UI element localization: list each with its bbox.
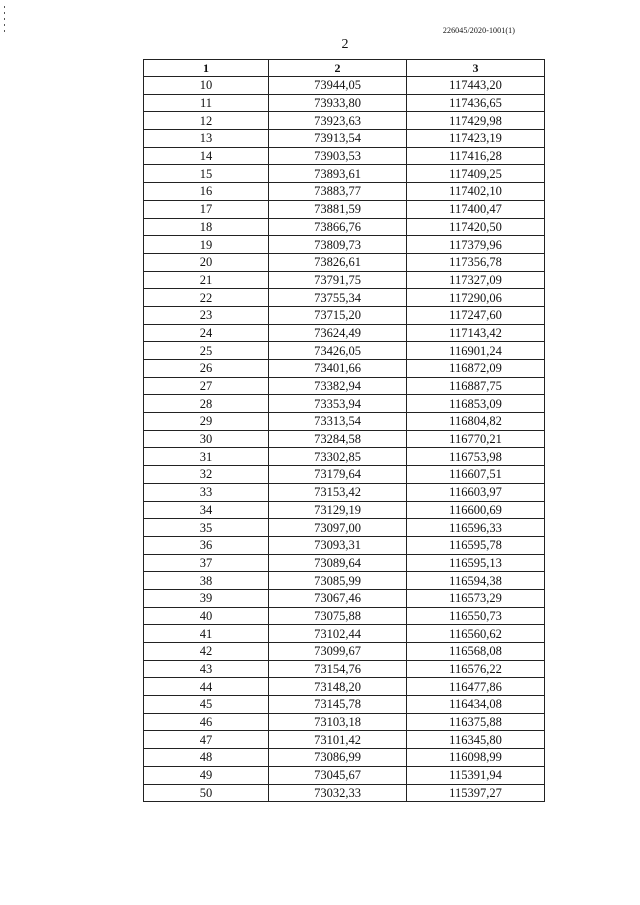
table-cell-col-2: 73715,20 bbox=[269, 306, 407, 324]
table-cell-col-1: 45 bbox=[144, 696, 269, 714]
table-cell-col-2: 73881,59 bbox=[269, 200, 407, 218]
table-cell-col-3: 116550,73 bbox=[407, 607, 545, 625]
table-cell-col-2: 73129,19 bbox=[269, 501, 407, 519]
table-cell-col-3: 117423,19 bbox=[407, 130, 545, 148]
column-header-1: 1 bbox=[144, 60, 269, 77]
table-row bbox=[144, 448, 545, 466]
table-cell-col-1: 24 bbox=[144, 324, 269, 342]
table-row bbox=[144, 589, 545, 607]
table-cell-col-3: 117420,50 bbox=[407, 218, 545, 236]
table-cell-col-3: 116887,75 bbox=[407, 377, 545, 395]
table-cell-col-3: 116375,88 bbox=[407, 713, 545, 731]
table-cell-col-2: 73154,76 bbox=[269, 660, 407, 678]
table-row bbox=[144, 130, 545, 148]
table-cell-col-3: 115397,27 bbox=[407, 784, 545, 802]
table-cell-col-3: 116770,21 bbox=[407, 430, 545, 448]
table-cell-col-1: 40 bbox=[144, 607, 269, 625]
table-cell-col-2: 73313,54 bbox=[269, 413, 407, 431]
table-row bbox=[144, 236, 545, 254]
table-cell-col-3: 116573,29 bbox=[407, 589, 545, 607]
table-cell-col-2: 73933,80 bbox=[269, 94, 407, 112]
table-cell-col-1: 32 bbox=[144, 466, 269, 484]
table-row bbox=[144, 395, 545, 413]
table-cell-col-1: 25 bbox=[144, 342, 269, 360]
table-cell-col-1: 13 bbox=[144, 130, 269, 148]
table-row bbox=[144, 289, 545, 307]
table-cell-col-1: 31 bbox=[144, 448, 269, 466]
table-cell-col-2: 73624,49 bbox=[269, 324, 407, 342]
table-cell-col-2: 73101,42 bbox=[269, 731, 407, 749]
table-cell-col-3: 116098,99 bbox=[407, 749, 545, 767]
table-cell-col-2: 73093,31 bbox=[269, 536, 407, 554]
table-cell-col-1: 30 bbox=[144, 430, 269, 448]
table-cell-col-1: 16 bbox=[144, 183, 269, 201]
table-cell-col-1: 12 bbox=[144, 112, 269, 130]
table-row bbox=[144, 377, 545, 395]
table-row bbox=[144, 218, 545, 236]
table-row bbox=[144, 678, 545, 696]
table-row bbox=[144, 572, 545, 590]
table-cell-col-3: 116872,09 bbox=[407, 360, 545, 378]
table-row bbox=[144, 519, 545, 537]
table-cell-col-3: 116568,08 bbox=[407, 643, 545, 661]
table-row bbox=[144, 625, 545, 643]
table-cell-col-1: 22 bbox=[144, 289, 269, 307]
table-cell-col-2: 73153,42 bbox=[269, 483, 407, 501]
table-cell-col-3: 116804,82 bbox=[407, 413, 545, 431]
table-cell-col-2: 73923,63 bbox=[269, 112, 407, 130]
table-cell-col-2: 73045,67 bbox=[269, 766, 407, 784]
column-header-3: 3 bbox=[407, 60, 545, 77]
coordinates-table bbox=[143, 59, 545, 802]
page-number: 2 bbox=[341, 37, 349, 52]
table-cell-col-3: 117143,42 bbox=[407, 324, 545, 342]
table-cell-col-2: 73382,94 bbox=[269, 377, 407, 395]
table-row bbox=[144, 536, 545, 554]
table-cell-col-2: 73179,64 bbox=[269, 466, 407, 484]
table-cell-col-3: 116607,51 bbox=[407, 466, 545, 484]
table-cell-col-2: 73089,64 bbox=[269, 554, 407, 572]
table-cell-col-1: 49 bbox=[144, 766, 269, 784]
table-cell-col-1: 36 bbox=[144, 536, 269, 554]
table-cell-col-2: 73866,76 bbox=[269, 218, 407, 236]
table-cell-col-3: 116560,62 bbox=[407, 625, 545, 643]
table-row bbox=[144, 165, 545, 183]
table-cell-col-2: 73791,75 bbox=[269, 271, 407, 289]
table-row bbox=[144, 607, 545, 625]
table-cell-col-1: 44 bbox=[144, 678, 269, 696]
table-row bbox=[144, 147, 545, 165]
table-cell-col-1: 39 bbox=[144, 589, 269, 607]
table-cell-col-2: 73302,85 bbox=[269, 448, 407, 466]
table-cell-col-2: 73075,88 bbox=[269, 607, 407, 625]
table-row bbox=[144, 784, 545, 802]
table-cell-col-2: 73086,99 bbox=[269, 749, 407, 767]
table-cell-col-1: 19 bbox=[144, 236, 269, 254]
table-cell-col-2: 73944,05 bbox=[269, 77, 407, 95]
table-cell-col-1: 43 bbox=[144, 660, 269, 678]
table-row bbox=[144, 342, 545, 360]
table-row bbox=[144, 324, 545, 342]
table-row bbox=[144, 183, 545, 201]
table-cell-col-3: 116853,09 bbox=[407, 395, 545, 413]
table-cell-col-1: 21 bbox=[144, 271, 269, 289]
table-cell-col-1: 26 bbox=[144, 360, 269, 378]
table-cell-col-1: 15 bbox=[144, 165, 269, 183]
table-cell-col-3: 116345,80 bbox=[407, 731, 545, 749]
table-cell-col-1: 28 bbox=[144, 395, 269, 413]
table-cell-col-3: 116901,24 bbox=[407, 342, 545, 360]
table-cell-col-1: 11 bbox=[144, 94, 269, 112]
scan-mark bbox=[4, 30, 5, 32]
table-cell-col-2: 73103,18 bbox=[269, 713, 407, 731]
table-cell-col-1: 17 bbox=[144, 200, 269, 218]
table-cell-col-1: 33 bbox=[144, 483, 269, 501]
table-cell-col-2: 73913,54 bbox=[269, 130, 407, 148]
table-cell-col-3: 116595,13 bbox=[407, 554, 545, 572]
table-row bbox=[144, 413, 545, 431]
scan-mark bbox=[4, 18, 5, 20]
table-cell-col-1: 35 bbox=[144, 519, 269, 537]
table-cell-col-3: 116576,22 bbox=[407, 660, 545, 678]
document-id: 226045/2020-1001(1) bbox=[442, 26, 515, 35]
table-cell-col-1: 20 bbox=[144, 253, 269, 271]
table-cell-col-2: 73893,61 bbox=[269, 165, 407, 183]
table-row bbox=[144, 731, 545, 749]
table-cell-col-3: 116477,86 bbox=[407, 678, 545, 696]
table-cell-col-1: 10 bbox=[144, 77, 269, 95]
table-cell-col-3: 115391,94 bbox=[407, 766, 545, 784]
table-cell-col-3: 116434,08 bbox=[407, 696, 545, 714]
table-cell-col-3: 117379,96 bbox=[407, 236, 545, 254]
table-cell-col-3: 117247,60 bbox=[407, 306, 545, 324]
table-row bbox=[144, 94, 545, 112]
table-cell-col-2: 73809,73 bbox=[269, 236, 407, 254]
table-row bbox=[144, 749, 545, 767]
table-cell-col-1: 27 bbox=[144, 377, 269, 395]
table-cell-col-2: 73284,58 bbox=[269, 430, 407, 448]
table-cell-col-3: 117402,10 bbox=[407, 183, 545, 201]
table-cell-col-1: 14 bbox=[144, 147, 269, 165]
table-cell-col-2: 73097,00 bbox=[269, 519, 407, 537]
table-cell-col-2: 73032,33 bbox=[269, 784, 407, 802]
table-row bbox=[144, 766, 545, 784]
table-cell-col-2: 73099,67 bbox=[269, 643, 407, 661]
table-cell-col-1: 48 bbox=[144, 749, 269, 767]
scan-mark bbox=[4, 6, 5, 8]
table-cell-col-3: 116603,97 bbox=[407, 483, 545, 501]
table-cell-col-3: 117409,25 bbox=[407, 165, 545, 183]
table-row bbox=[144, 643, 545, 661]
table-row bbox=[144, 360, 545, 378]
table-cell-col-3: 117429,98 bbox=[407, 112, 545, 130]
table-cell-col-3: 117436,65 bbox=[407, 94, 545, 112]
table-cell-col-3: 117356,78 bbox=[407, 253, 545, 271]
column-header-2: 2 bbox=[269, 60, 407, 77]
table-cell-col-1: 42 bbox=[144, 643, 269, 661]
table-cell-col-2: 73067,46 bbox=[269, 589, 407, 607]
scan-mark bbox=[4, 24, 5, 26]
table-cell-col-1: 46 bbox=[144, 713, 269, 731]
table-cell-col-3: 116596,33 bbox=[407, 519, 545, 537]
table-header-row bbox=[144, 60, 545, 77]
table-cell-col-1: 37 bbox=[144, 554, 269, 572]
table-cell-col-2: 73085,99 bbox=[269, 572, 407, 590]
table-cell-col-2: 73148,20 bbox=[269, 678, 407, 696]
table-row bbox=[144, 696, 545, 714]
table-cell-col-3: 117327,09 bbox=[407, 271, 545, 289]
table-row bbox=[144, 483, 545, 501]
table-cell-col-1: 50 bbox=[144, 784, 269, 802]
table-cell-col-3: 116594,38 bbox=[407, 572, 545, 590]
table-cell-col-3: 117416,28 bbox=[407, 147, 545, 165]
table-cell-col-2: 73401,66 bbox=[269, 360, 407, 378]
table-cell-col-2: 73426,05 bbox=[269, 342, 407, 360]
table-row bbox=[144, 660, 545, 678]
table-cell-col-1: 34 bbox=[144, 501, 269, 519]
table-row bbox=[144, 271, 545, 289]
table-row bbox=[144, 200, 545, 218]
table-row bbox=[144, 430, 545, 448]
table-cell-col-1: 41 bbox=[144, 625, 269, 643]
table-cell-col-2: 73102,44 bbox=[269, 625, 407, 643]
table-cell-col-2: 73145,78 bbox=[269, 696, 407, 714]
table-row bbox=[144, 77, 545, 95]
table-cell-col-1: 38 bbox=[144, 572, 269, 590]
scan-edge-marks bbox=[4, 6, 6, 36]
table-cell-col-2: 73883,77 bbox=[269, 183, 407, 201]
table-cell-col-3: 117400,47 bbox=[407, 200, 545, 218]
table-cell-col-1: 29 bbox=[144, 413, 269, 431]
table-row bbox=[144, 501, 545, 519]
table-row bbox=[144, 466, 545, 484]
table-row bbox=[144, 253, 545, 271]
table-cell-col-2: 73826,61 bbox=[269, 253, 407, 271]
table-cell-col-3: 116595,78 bbox=[407, 536, 545, 554]
table-body bbox=[144, 77, 545, 802]
table-row bbox=[144, 112, 545, 130]
table-cell-col-3: 116753,98 bbox=[407, 448, 545, 466]
scan-mark bbox=[4, 12, 5, 14]
table-cell-col-3: 116600,69 bbox=[407, 501, 545, 519]
table-cell-col-1: 23 bbox=[144, 306, 269, 324]
table-cell-col-2: 73903,53 bbox=[269, 147, 407, 165]
table-row bbox=[144, 306, 545, 324]
table-cell-col-3: 117290,06 bbox=[407, 289, 545, 307]
table-cell-col-2: 73755,34 bbox=[269, 289, 407, 307]
table-row bbox=[144, 554, 545, 572]
table-cell-col-2: 73353,94 bbox=[269, 395, 407, 413]
table-cell-col-1: 18 bbox=[144, 218, 269, 236]
table-row bbox=[144, 713, 545, 731]
table-cell-col-3: 117443,20 bbox=[407, 77, 545, 95]
table-cell-col-1: 47 bbox=[144, 731, 269, 749]
